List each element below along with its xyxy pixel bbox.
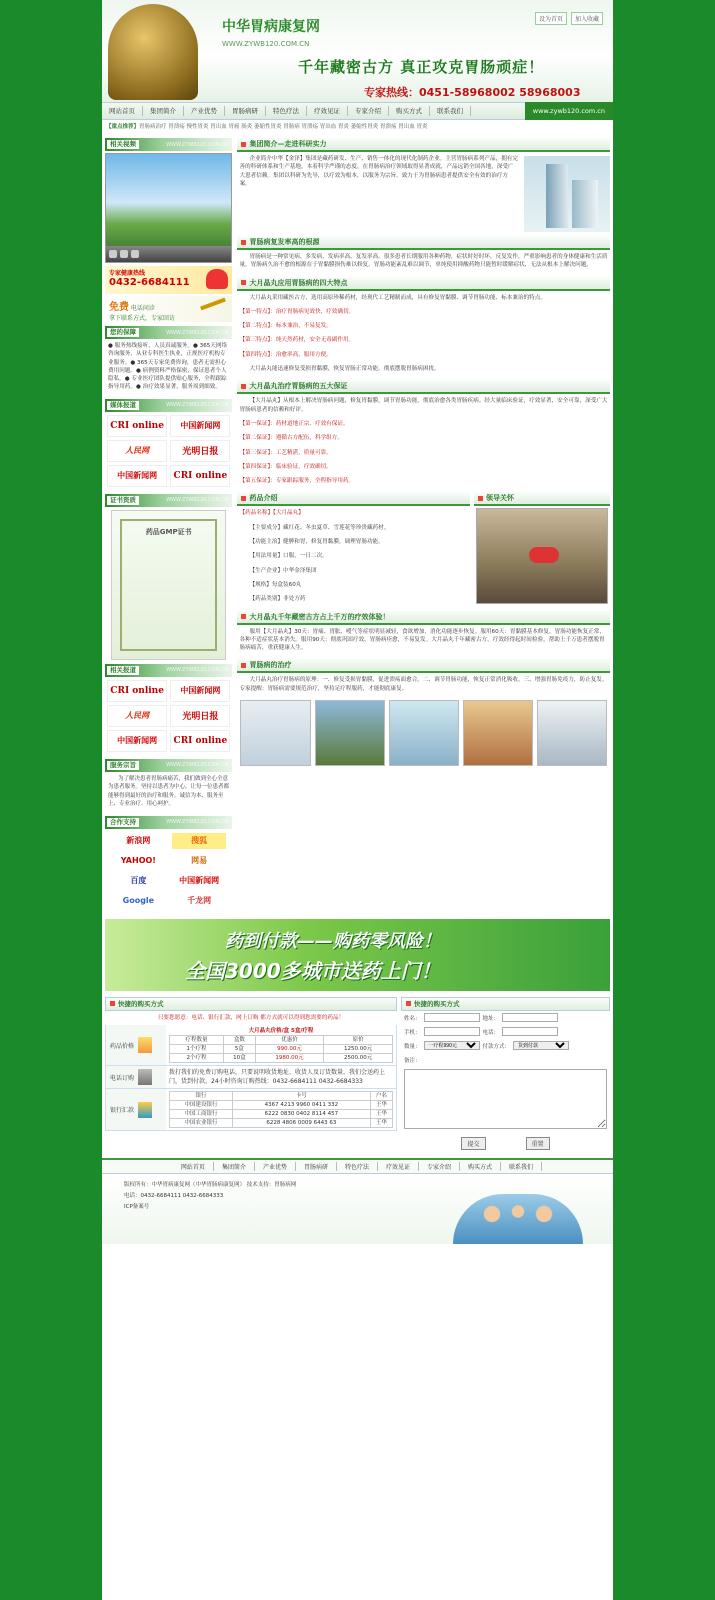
site-logo[interactable]: 中华胃病康复网 xyxy=(222,19,320,35)
media-heading xyxy=(105,399,232,412)
nav-item-experts[interactable]: 专家介绍 xyxy=(348,106,389,116)
submit-button[interactable]: 提交 xyxy=(461,1137,485,1150)
address-label: 地址： xyxy=(482,1015,500,1022)
table-header: 户名 xyxy=(370,1092,392,1101)
bank-label: 银行汇款 xyxy=(110,1107,135,1115)
cri-logo-4[interactable]: CRI online xyxy=(170,730,230,752)
keyword-bar xyxy=(102,120,613,134)
table-row xyxy=(170,1036,393,1045)
intro-text: 企业简介中华【金泽】集团是藏药研发、生产、销售一体化的现代化制药企业。主营胃肠病系列产品，拥有完善的科研体系和生产基地，本着科学严谨的态度，在胃肠病治疗领域取得显著成就，产品远销全国各地，深受广大患者信赖。集团以科研为先导，以疗效为根本，以服务为宗旨，致力于为胃肠病患者提供安全有效的治疗方案。 xyxy=(239,156,518,187)
price-label-cell xyxy=(106,1025,166,1065)
leader-photo[interactable] xyxy=(476,508,608,604)
section-treatment-title[interactable]: 胃肠病的治疗 xyxy=(249,661,292,670)
related-heading-text: 相关报道 xyxy=(107,666,139,675)
order-form-heading: 快捷的购买方式 xyxy=(401,997,610,1011)
price-table xyxy=(169,1035,393,1063)
gallery-photo-doctors[interactable] xyxy=(240,700,310,766)
hotline-ad-label: 专家健康热线 xyxy=(109,270,146,277)
bullet-icon xyxy=(241,240,246,245)
phone-input[interactable] xyxy=(502,1027,558,1036)
header xyxy=(102,0,613,102)
hotline-ad-number: 0432-6684111 xyxy=(109,277,190,288)
price-title: 大月晶丸价格/盒 5盒/疗程 xyxy=(248,1028,314,1035)
bullet-icon xyxy=(241,384,246,389)
cert-watermark: WWW.ZYWB120.COM.CN xyxy=(166,497,229,504)
keyword-text[interactable]: 胃肠病治疗 胃溃疡 慢性胃炎 胃出血 胃癌 肠炎 萎缩性胃炎 胃肠病 胃溃疡 胃出血 胃炎 萎缩性胃炎 胃溃疡 胃出血 胃炎 xyxy=(139,124,428,130)
photo-gallery xyxy=(237,696,610,770)
footer-link-cases[interactable]: 疗效见证 xyxy=(378,1162,419,1171)
google-logo[interactable]: Google xyxy=(122,896,155,906)
table-row xyxy=(170,1092,393,1101)
certificate-title: 药品GMP证书 xyxy=(145,527,192,536)
cri-logo[interactable]: CRI online xyxy=(107,415,167,437)
bank-card-icon xyxy=(138,1102,152,1118)
name-label: 姓名： xyxy=(404,1015,421,1022)
note-label: 备注： xyxy=(404,1057,421,1064)
media-watermark: WWW.ZYWB120.COM.CN xyxy=(166,402,229,409)
yahoo-logo[interactable]: YAHOO! xyxy=(120,856,156,866)
nav-item-about[interactable]: 集团简介 xyxy=(143,106,184,116)
table-cell: 王华 xyxy=(370,1119,392,1128)
guangming-logo-2[interactable]: 光明日报 xyxy=(170,705,230,727)
table-row xyxy=(170,1119,393,1128)
footer-copyright: 版权所有：中华胃病康复网（中华胃肠病康复网） 技术支持：胃肠病网 xyxy=(124,1181,297,1188)
form-row xyxy=(401,1039,610,1053)
baidu-logo[interactable]: 百度 xyxy=(130,876,147,886)
service-text: 为了解决患者胃肠病痛苦，我们做到全心全意为患者服务。坚持以患者为中心，让每一位患者都能够得到最好的治疗和服务。诚信为本、服务至上、专业治疗、用心呵护。 xyxy=(108,775,230,808)
table-cell: 王华 xyxy=(370,1101,392,1110)
drug-line: 【用法用量】口服，一日二次。 xyxy=(249,553,328,560)
feature-point: 【第四特点】：治愈率高，服用方便。 xyxy=(239,351,332,358)
form-row xyxy=(401,1025,610,1039)
video-player[interactable] xyxy=(105,153,232,263)
support-heading xyxy=(105,816,232,829)
service-watermark: WWW.ZYWB120.COM.CN xyxy=(166,762,229,769)
table-cell: 1个疗程 xyxy=(170,1045,224,1054)
video-controls xyxy=(106,246,231,262)
guarantee-heading-text: 您的保障 xyxy=(107,328,139,337)
form-buttons xyxy=(401,1137,610,1150)
nav-item-research[interactable]: 胃肠病研 xyxy=(225,106,266,116)
phone-icon xyxy=(206,269,228,289)
drug-line: 【药品类别】非处方药 xyxy=(249,596,306,603)
cert-heading-text: 证书资质 xyxy=(107,496,139,505)
header-hotline: 专家热线：0451-58968002 58968003 xyxy=(364,86,581,99)
drug-line: 【功能主治】健脾和胃，修复胃黏膜，调理胃肠功能。 xyxy=(249,539,384,546)
support-watermark: WWW.ZYWB120.COM.CN xyxy=(166,819,229,826)
table-cell: 中国建设银行 xyxy=(170,1101,233,1110)
section-features-heading xyxy=(237,277,610,291)
section-intro-heading xyxy=(237,138,610,152)
certificate-frame xyxy=(120,519,217,651)
service-heading xyxy=(105,759,232,772)
footer-link-industry[interactable]: 产业优势 xyxy=(255,1162,296,1171)
phone-label: 电话： xyxy=(482,1029,500,1036)
banner-line2: 全国3000多城市送药上门！ xyxy=(185,958,441,983)
section-intro-title[interactable]: 集团简介—走进科研实力 xyxy=(249,140,327,148)
delivery-banner[interactable] xyxy=(105,919,610,991)
video-heading xyxy=(105,138,232,151)
medicine-icon xyxy=(138,1037,152,1053)
table-header: 盒数 xyxy=(224,1036,256,1045)
table-cell: 1250.00元 xyxy=(324,1045,393,1054)
related-heading xyxy=(105,664,232,677)
quantity-select[interactable] xyxy=(424,1041,480,1050)
treatment-text: 大月晶丸治疗胃肠病的原理：一、修复受损胃黏膜，促进溃疡面愈合。二、调节胃肠功能，恢复正常消化吸收。三、增强胃肠免疫力，防止复发。专家提醒：胃肠病需要规范治疗，坚持足疗程服药，才能彻底康复。 xyxy=(239,677,608,692)
form-row xyxy=(401,1011,610,1025)
free-ad-sub: 电话问诊 xyxy=(130,305,155,312)
order-form xyxy=(401,997,610,1150)
relapse-text: 胃肠病是一种常见病、多发病，发病率高、复发率高。很多患者长期服用各种药物，症状时好时坏，反复发作，严重影响患者的身体健康和生活质量。胃肠病久治不愈的根源在于胃黏膜损伤难以修复，胃肠功能紊乱难以调节，单纯使用抑酸药物只能暂时缓解症状，无法从根本上解决问题。 xyxy=(239,254,608,269)
drug-line: 【主要成分】藏红花、冬虫夏草、雪莲花等珍贵藏药材。 xyxy=(249,524,390,531)
table-cell: 1980.00元 xyxy=(255,1054,324,1063)
guarantee-point: 【第三保证】：工艺精湛，质量可靠。 xyxy=(239,449,332,456)
guarantee-heading xyxy=(105,326,232,339)
purchase-heading: 快捷的购买方式 xyxy=(105,997,397,1011)
set-homepage-link[interactable]: 设为首页 xyxy=(535,12,567,25)
support-logos xyxy=(105,829,232,913)
mobile-input[interactable] xyxy=(424,1027,480,1036)
features-tail: 大月晶丸能迅速修复受损胃黏膜，恢复胃肠正常功能，彻底摆脱胃肠病困扰。 xyxy=(249,366,440,373)
bullet-icon xyxy=(241,280,246,285)
footer-phone: 电话：0432-6684111 0432-6684333 xyxy=(124,1192,224,1199)
footer-link-buy[interactable]: 购买方式 xyxy=(460,1162,501,1171)
free-ad-line2: 拿下联系方式，专家回访 xyxy=(109,315,176,322)
people-logo[interactable]: 人民网 xyxy=(107,440,167,462)
feature-point: 【第三特点】：纯天然药材，安全无毒副作用。 xyxy=(239,337,355,344)
bank-row xyxy=(105,1089,397,1131)
guarantee-point: 【第二保证】：遵循古方配伍，科学组方。 xyxy=(239,435,343,442)
section-guarantee-heading xyxy=(237,380,610,394)
add-favorite-link[interactable]: 加入收藏 xyxy=(571,12,603,25)
nav-item-therapy[interactable]: 特色疗法 xyxy=(266,106,307,116)
left-column xyxy=(105,134,232,913)
table-row xyxy=(170,1101,393,1110)
guarantee-point: 【第五保证】：专家跟踪服务，全程指导用药。 xyxy=(239,478,355,485)
price-row xyxy=(105,1025,397,1066)
footer-icp[interactable]: ICP备案号 xyxy=(124,1203,150,1210)
chinanews-logo-3[interactable]: 中国新闻网 xyxy=(170,680,230,702)
section-guarantee-title[interactable]: 大月晶丸治疗胃肠病的五大保证 xyxy=(249,382,348,391)
table-header: 疗程数量 xyxy=(170,1036,224,1045)
price-label: 药品价格 xyxy=(110,1042,135,1050)
table-header: 优惠价 xyxy=(255,1036,324,1045)
drug-leader-row xyxy=(237,488,610,606)
table-cell: 中国工商银行 xyxy=(170,1110,233,1119)
table-cell: 990.00元 xyxy=(255,1045,324,1054)
bank-label-cell xyxy=(106,1089,166,1130)
stop-icon[interactable] xyxy=(131,250,139,258)
bank-table-wrap xyxy=(166,1089,396,1130)
intro-block xyxy=(237,152,610,232)
chinanews-logo-5[interactable]: 中国新闻网 xyxy=(179,876,220,886)
nav-item-buy[interactable]: 购买方式 xyxy=(389,106,430,116)
netease-logo[interactable]: 网易 xyxy=(191,856,208,866)
free-ad-title: 免费 xyxy=(109,302,129,313)
keyword-label: 【重点推荐】 xyxy=(106,124,140,130)
telephone-icon xyxy=(138,1069,152,1085)
gallery-photo-group[interactable] xyxy=(463,700,533,766)
gallery-photo-lab[interactable] xyxy=(389,700,459,766)
footer-link-about[interactable]: 集团简介 xyxy=(214,1162,255,1171)
table-row xyxy=(170,1054,393,1063)
table-row xyxy=(170,1110,393,1119)
chinanews-logo-2[interactable]: 中国新闻网 xyxy=(107,465,167,487)
page xyxy=(102,0,613,1600)
nav-item-cases[interactable]: 疗效见证 xyxy=(307,106,348,116)
reset-button[interactable]: 重置 xyxy=(526,1137,550,1150)
cri-logo-3[interactable]: CRI online xyxy=(107,680,167,702)
drug-title[interactable]: 药品介绍 xyxy=(249,494,278,503)
cert-heading xyxy=(105,494,232,507)
note-textarea[interactable] xyxy=(404,1069,607,1129)
footer-nav xyxy=(102,1158,613,1174)
footer-link-home[interactable]: 网站首页 xyxy=(173,1162,214,1171)
pause-icon[interactable] xyxy=(120,250,128,258)
feature-point: 【第二特点】：标本兼治，不易复发。 xyxy=(239,323,332,330)
drug-line: 【药品名称】【大月晶丸】 xyxy=(239,510,304,517)
guarantee-point: 【第一保证】：药材道地正宗，疗效有保证。 xyxy=(239,420,349,427)
building-image xyxy=(524,156,610,232)
free-consult-ad[interactable] xyxy=(105,296,232,322)
media-heading-text: 媒体报道 xyxy=(107,401,139,410)
bullet-icon xyxy=(241,142,246,147)
related-watermark: WWW.ZYWB120.COM.CN xyxy=(166,667,229,674)
bank-table xyxy=(169,1091,393,1128)
video-heading-text: 相关视频 xyxy=(107,140,139,149)
nav-site-url: www.zywb120.com.cn xyxy=(525,102,613,120)
gallery-photo-building[interactable] xyxy=(315,700,385,766)
right-column xyxy=(237,134,610,913)
bell-image xyxy=(108,4,198,100)
table-cell: 2个疗程 xyxy=(170,1054,224,1063)
drug-heading xyxy=(237,492,470,506)
gallery-photo-staff[interactable] xyxy=(537,700,607,766)
nav-item-home[interactable]: 网站首页 xyxy=(102,106,143,116)
table-cell[interactable]: 4367 4213 9960 0411 332 xyxy=(232,1101,370,1110)
quantity-label: 数量： xyxy=(404,1043,421,1050)
support-heading-text: 合作支持 xyxy=(107,818,139,827)
footer-link-experts[interactable]: 专家介绍 xyxy=(419,1162,460,1171)
section-experience-heading xyxy=(237,611,610,625)
pen-icon xyxy=(201,298,227,311)
features-text: 大月晶丸采用藏医古方，选用高原珍稀药材，经现代工艺精制而成，具有修复胃黏膜、调节胃肠功能、标本兼治的特点。 xyxy=(249,294,546,301)
payment-label: 付款方式： xyxy=(482,1043,511,1050)
form-row xyxy=(401,1053,610,1067)
guarantee-section-text: 【大月晶丸】从根本上解决胃肠病问题，修复胃黏膜，调节胃肠功能，彻底治愈各类胃肠疾病。经大量临床验证，疗效显著，安全可靠，深受广大胃肠病患者的信赖和好评。 xyxy=(239,398,608,413)
table-header: 银行 xyxy=(170,1092,233,1101)
people-logo-2[interactable]: 人民网 xyxy=(107,705,167,727)
table-cell: 10盒 xyxy=(224,1054,256,1063)
purchase-notice: 只要您愿意：电话、银行汇款、网上订购 都方式就可以得到您需要的药品！ xyxy=(157,1014,345,1021)
guangming-logo[interactable]: 光明日报 xyxy=(170,440,230,462)
related-logos xyxy=(105,677,232,755)
phone-order-label-cell xyxy=(106,1066,166,1088)
site-url: WWW.ZYWB120.COM.CN xyxy=(222,40,310,48)
footer-link-contact[interactable]: 联系我们 xyxy=(501,1162,542,1171)
bullet-icon xyxy=(241,663,246,668)
main-nav xyxy=(102,102,613,120)
section-relapse-title[interactable]: 胃肠病复发率高的根源 xyxy=(249,238,320,246)
bullet-icon xyxy=(241,496,246,501)
footer xyxy=(102,1174,613,1244)
phone-order-label: 电话订购 xyxy=(110,1074,135,1082)
section-experience-title[interactable]: 大月晶丸千年藏密古方占上千万的疗效体验！ xyxy=(249,612,390,621)
sina-logo[interactable]: 新浪网 xyxy=(126,836,151,846)
drug-line: 【生产企业】中华金泽集团 xyxy=(249,567,317,574)
top-links xyxy=(535,12,603,25)
hotline-ad[interactable] xyxy=(105,266,232,294)
leader-heading xyxy=(474,492,610,506)
feature-point: 【第一特点】：治疗胃肠病见效快，疗效确切。 xyxy=(239,308,355,315)
cri-logo-2[interactable]: CRI online xyxy=(170,465,230,487)
play-icon[interactable] xyxy=(109,250,117,258)
purchase-section xyxy=(102,997,613,1150)
bullet-icon xyxy=(478,496,483,501)
experience-text: 服用【大月晶丸】30天：胃痛、胃胀、嗳气等症状明显减轻，食欲增加，消化功能逐步恢复。服用60天：胃黏膜基本修复，胃肠功能恢复正常，各种不适症状基本消失。服用90天：彻底巩固疗效，胃肠病痊愈，不易复发。大月晶丸千年藏密古方，疗效经得起时间检验，帮助上千万患者摆脱胃肠病痛苦，重获健康人生。 xyxy=(239,628,605,652)
phone-order-text: 拨打我们的免费订购电话，只要说明收货地址、收货人及订货数量，我们会送药上门，货到付款。24小时咨询订购热线：0432-6684111 0432-6684333 xyxy=(169,1069,386,1086)
price-table-wrap xyxy=(166,1025,396,1065)
address-input[interactable] xyxy=(502,1013,558,1022)
drug-line: 【规格】每盒装60丸 xyxy=(249,581,302,588)
guarantee-point: 【第四保证】：临床验证，疗效确切。 xyxy=(239,463,332,470)
table-header: 原价 xyxy=(324,1036,393,1045)
guarantee-watermark: WWW.ZYWB120.COM.CN xyxy=(166,329,229,336)
section-features-title[interactable]: 大月晶丸应用胃肠病的四大特点 xyxy=(249,278,348,287)
payment-select[interactable] xyxy=(513,1041,569,1050)
qianlong-logo[interactable]: 千龙网 xyxy=(187,896,212,906)
banner-line1: 药到付款——购药零风险！ xyxy=(225,930,441,952)
purchase-methods xyxy=(105,997,397,1150)
sohu-logo[interactable]: 搜狐 xyxy=(172,833,227,849)
chinanews-logo-4[interactable]: 中国新闻网 xyxy=(107,730,167,752)
leader-title[interactable]: 领导关怀 xyxy=(486,494,514,503)
footer-link-therapy[interactable]: 特色疗法 xyxy=(337,1162,378,1171)
mobile-label: 手机： xyxy=(404,1029,421,1036)
nav-item-contact[interactable]: 联系我们 xyxy=(430,106,471,116)
gmp-certificate[interactable] xyxy=(111,510,226,660)
drug-panel xyxy=(237,488,470,606)
table-cell: 中国农业银行 xyxy=(170,1119,233,1128)
footer-link-research[interactable]: 胃肠病研 xyxy=(296,1162,337,1171)
header-slogan: 千年藏密古方 真正攻克胃肠顽症！ xyxy=(298,58,545,76)
section-relapse-heading xyxy=(237,236,610,250)
bullet-icon xyxy=(241,614,246,619)
leader-panel xyxy=(474,488,610,606)
table-cell: 王华 xyxy=(370,1110,392,1119)
table-cell[interactable]: 6228 4806 0009 6443 63 xyxy=(232,1119,370,1128)
table-header: 卡号 xyxy=(232,1092,370,1101)
chinanews-logo[interactable]: 中国新闻网 xyxy=(170,415,230,437)
flowers-image xyxy=(529,547,559,563)
table-cell[interactable]: 6222 0830 0402 8114 457 xyxy=(232,1110,370,1119)
table-cell: 5盒 xyxy=(224,1045,256,1054)
section-treatment-heading xyxy=(237,659,610,673)
table-cell: 2500.00元 xyxy=(324,1054,393,1063)
media-logos xyxy=(105,412,232,490)
guarantee-text: ● 服务热线接听，人员真诚服务。● 365天网络咨询服务，从业专科医生执业，正规医疗机构专业服务。● 365天专家免费咨询，患者无需担心费用问题。● 病例资料严格保密，保证患者个人隐私。● 专业医疗团队提供贴心服务，全程跟踪指导用药。● 治疗效果显著，服务周到细致。 xyxy=(108,343,228,391)
service-heading-text: 服务宗旨 xyxy=(107,761,139,770)
table-row xyxy=(170,1045,393,1054)
video-watermark: WWW.ZYWB120.COM.CN xyxy=(166,141,229,148)
name-input[interactable] xyxy=(424,1013,480,1022)
phone-order-row xyxy=(105,1066,397,1089)
content-columns xyxy=(102,134,613,913)
nav-item-industry[interactable]: 产业优势 xyxy=(184,106,225,116)
